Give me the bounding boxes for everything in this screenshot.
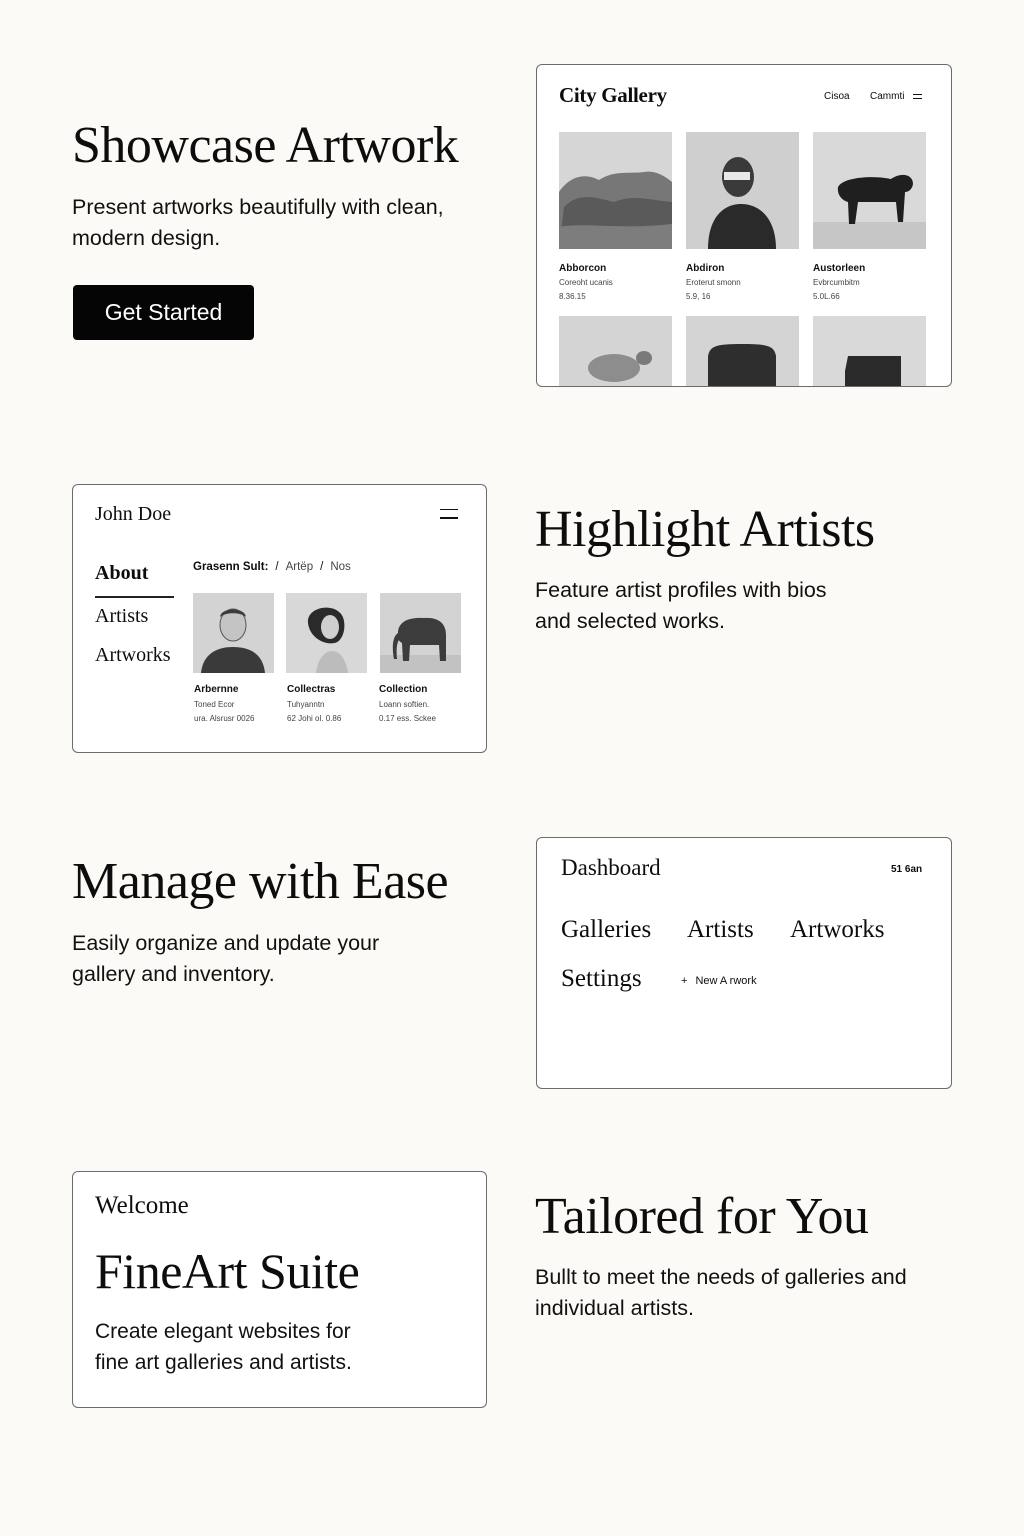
welcome-desc-line2: fine art galleries and artists. bbox=[95, 1351, 352, 1374]
new-artwork-label: New A rwork bbox=[695, 975, 757, 987]
artist-work-line1-2: Tuhyanntn bbox=[287, 700, 325, 709]
side-nav-artists[interactable]: Artists bbox=[95, 605, 149, 627]
artist-work-line2-2: 62 Johi ol. 0.86 bbox=[287, 714, 342, 723]
artist-name: John Doe bbox=[95, 503, 172, 525]
artwork-thumb-6[interactable] bbox=[813, 316, 926, 387]
highlight-heading: Highlight Artists bbox=[535, 501, 875, 558]
manage-desc-line1: Easily organize and update your bbox=[72, 931, 380, 955]
artwork-price-1: 8.36.15 bbox=[559, 292, 586, 301]
artwork-price-2: 5.9, 16 bbox=[686, 292, 711, 301]
gallery-nav-item-1[interactable]: Cisoa bbox=[824, 91, 850, 102]
abstract-smoke-painting-icon bbox=[559, 132, 672, 249]
manage-desc-line2: gallery and inventory. bbox=[72, 962, 275, 986]
tailored-desc-line2: individual artists. bbox=[535, 1296, 694, 1320]
welcome-eyebrow: Welcome bbox=[95, 1192, 189, 1219]
artist-work-thumb-3[interactable] bbox=[380, 593, 461, 673]
side-nav-about[interactable]: About bbox=[95, 562, 149, 584]
artwork-title-3: Austorleen bbox=[813, 263, 866, 274]
breadcrumb bbox=[193, 561, 351, 573]
showcase-desc-line1: Present artworks beautifully with clean, bbox=[72, 195, 444, 219]
elephant-sculpture-icon bbox=[380, 593, 461, 673]
artist-work-thumb-2[interactable] bbox=[286, 593, 367, 673]
hamburger-menu-icon[interactable] bbox=[913, 94, 922, 99]
tailored-heading: Tailored for You bbox=[535, 1188, 869, 1245]
breadcrumb-item-2[interactable]: Artëp bbox=[285, 561, 314, 573]
dashboard-nav-artists[interactable]: Artists bbox=[687, 916, 754, 943]
artist-work-thumb-1[interactable] bbox=[193, 593, 274, 673]
artwork-subtitle-3: Evbrcumbitm bbox=[813, 278, 860, 287]
artist-work-line1-1: Toned Ecor bbox=[194, 700, 235, 709]
artwork-title-2: Abdiron bbox=[686, 263, 725, 274]
artwork-price-3: 5.0L.66 bbox=[813, 292, 840, 301]
artwork-thumb-2[interactable] bbox=[686, 132, 799, 249]
showcase-desc-line2: modern design. bbox=[72, 226, 221, 250]
artist-work-line2-3: 0.17 ess. Sckee bbox=[379, 714, 436, 723]
man-portrait-icon bbox=[193, 593, 274, 673]
artist-work-line2-1: ura. Alsrusr 0026 bbox=[194, 714, 255, 723]
side-nav-artworks[interactable]: Artworks bbox=[95, 644, 171, 666]
artist-work-title-3: Collection bbox=[379, 684, 428, 695]
artist-work-line1-3: Loann softien. bbox=[379, 700, 430, 709]
dashboard-count: 51 6an bbox=[891, 864, 923, 875]
artist-work-title-1: Arbernne bbox=[194, 684, 239, 695]
sheep-sculpture-icon bbox=[559, 316, 672, 387]
gallery-nav-item-2[interactable]: Cammti bbox=[870, 91, 905, 102]
artwork-thumb-1[interactable] bbox=[559, 132, 672, 249]
gallery-preview-card bbox=[536, 64, 952, 387]
woman-portrait-icon bbox=[286, 593, 367, 673]
dashboard-title: Dashboard bbox=[561, 855, 661, 880]
manage-heading: Manage with Ease bbox=[72, 853, 449, 910]
manage-description bbox=[72, 928, 379, 990]
artist-profile-card bbox=[72, 484, 487, 753]
artwork-thumb-5[interactable] bbox=[686, 316, 799, 387]
welcome-card bbox=[72, 1171, 487, 1408]
dashboard-nav-settings[interactable]: Settings bbox=[561, 965, 642, 992]
artwork-title-1: Abborcon bbox=[559, 263, 607, 274]
gallery-brand: City Gallery bbox=[559, 83, 667, 107]
artwork-subtitle-2: Eroterut smonn bbox=[686, 278, 741, 287]
welcome-description bbox=[95, 1316, 352, 1378]
plus-icon: + bbox=[681, 975, 688, 987]
dashboard-nav-galleries[interactable]: Galleries bbox=[561, 916, 652, 943]
artist-work-title-2: Collectras bbox=[287, 684, 336, 695]
animal-sculpture-icon bbox=[813, 132, 926, 249]
showcase-description bbox=[72, 192, 444, 254]
welcome-desc-line1: Create elegant websites for bbox=[95, 1320, 351, 1343]
artwork-subtitle-1: Coreoht ucanis bbox=[559, 278, 613, 287]
breadcrumb-item-1[interactable]: Grasenn Sult: bbox=[193, 561, 269, 573]
artwork-thumb-4[interactable] bbox=[559, 316, 672, 387]
tailored-description bbox=[535, 1262, 907, 1324]
active-nav-underline bbox=[95, 596, 174, 598]
artwork-thumb-3[interactable] bbox=[813, 132, 926, 249]
breadcrumb-separator: / bbox=[320, 561, 324, 573]
new-artwork-button[interactable] bbox=[681, 975, 757, 987]
get-started-button[interactable]: Get Started bbox=[73, 285, 254, 340]
hamburger-menu-icon[interactable] bbox=[440, 509, 458, 519]
chair-sculpture-icon bbox=[686, 316, 799, 387]
breadcrumb-separator: / bbox=[275, 561, 279, 573]
breadcrumb-item-3[interactable]: Nos bbox=[330, 561, 351, 573]
dashboard-card bbox=[536, 837, 952, 1089]
tailored-desc-line1: Bullt to meet the needs of galleries and bbox=[535, 1265, 907, 1289]
showcase-heading: Showcase Artwork bbox=[72, 117, 459, 174]
highlight-desc-line2: and selected works. bbox=[535, 609, 726, 633]
armchair-sculpture-icon bbox=[813, 316, 926, 387]
highlight-description bbox=[535, 575, 827, 637]
product-name: FineArt Suite bbox=[95, 1243, 360, 1299]
masked-figure-icon bbox=[686, 132, 799, 249]
highlight-desc-line1: Feature artist profiles with bios bbox=[535, 578, 827, 602]
dashboard-nav-artworks[interactable]: Artworks bbox=[790, 916, 885, 943]
